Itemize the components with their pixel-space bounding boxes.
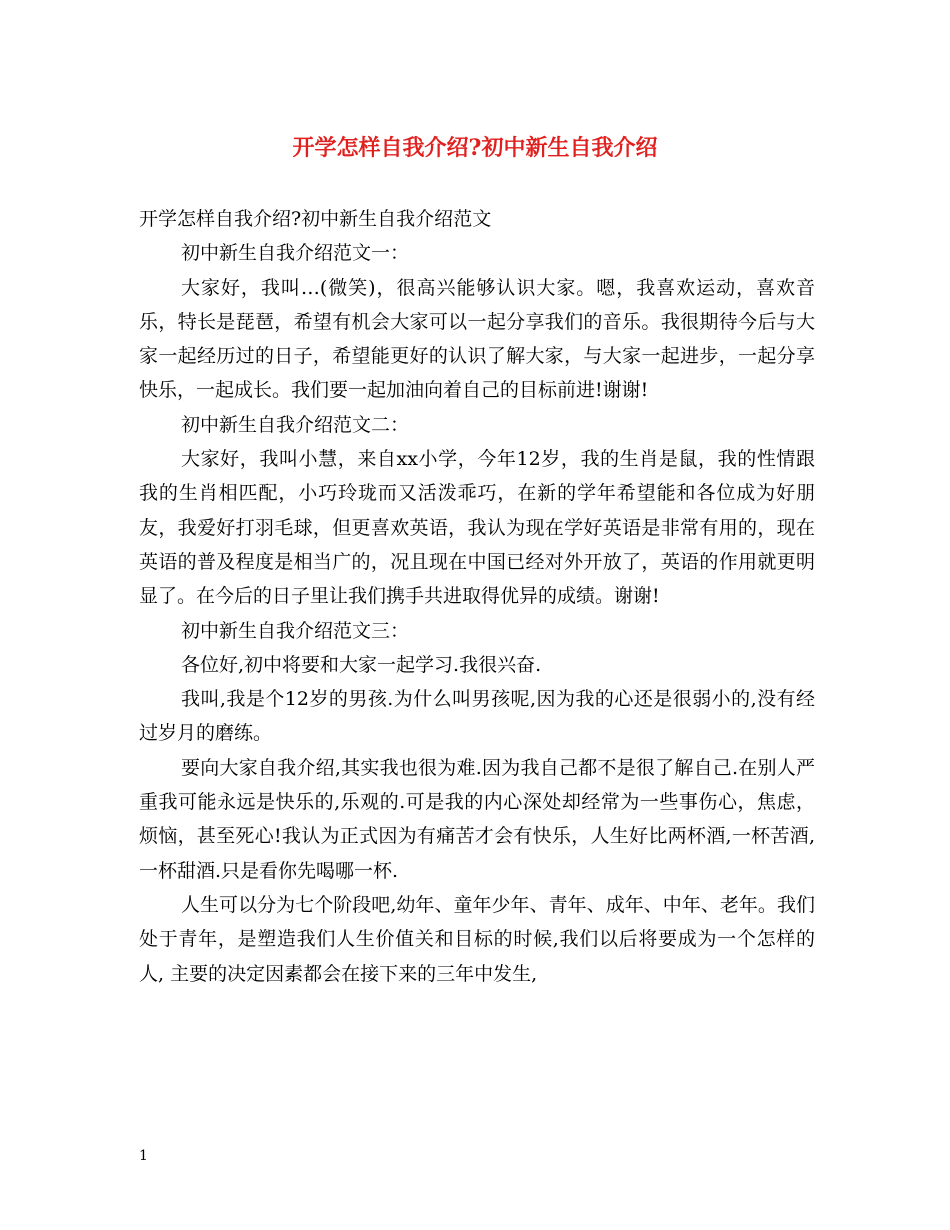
body-paragraph-3: 各位好,初中将要和大家一起学习.我很兴奋. <box>181 653 542 676</box>
section-heading-1: 初中新生自我介绍范文一： <box>181 242 410 265</box>
section-heading-2: 初中新生自我介绍范文二： <box>181 413 410 436</box>
body-paragraph-6: 人生可以分为七个阶段吧,幼年、童年少年、青年、成年、中年、老年。我们处于青年，是塑造我们人生价值关和目标的时候,我们以后将要成为一个怎样的人, 主要的决定因素都会在接下来的三年中发生, <box>139 893 815 985</box>
intro-line: 开学怎样自我介绍?初中新生自我介绍范文 <box>139 208 492 230</box>
page-number: 1 <box>139 1148 148 1164</box>
document-title: 开学怎样自我介绍?初中新生自我介绍 <box>292 135 658 161</box>
body-paragraph-2: 大家好，我叫小慧，来自xx小学，今年12岁，我的生肖是鼠，我的性情跟我的生肖相匹配，小巧玲珑而又活泼乖巧，在新的学年希望能和各位成为好朋友，我爱好打羽毛球，但更喜欢英语，我认为现在学好英语是非常有用的，现在英语的普及程度是相当广的，况且现在中国已经对外开放了，英语的作用就更明显了。在今后的日子里让我们携手共进取得优异的成绩。谢谢! <box>139 448 815 608</box>
document-body <box>139 202 815 991</box>
body-paragraph-5: 要向大家自我介绍,其实我也很为难.因为我自己都不是很了解自己.在别人严重我可能永远是快乐的,乐观的.可是我的内心深处却经常为一些事伤心，焦虑，烦恼，甚至死心!我认为正式因为有痛苦才会有快乐，人生好比两杯酒,一杯苦酒,一杯甜酒.只是看你先喝哪一杯. <box>139 756 815 882</box>
body-paragraph-1: 大家好，我叫…(微笑)，很高兴能够认识大家。嗯，我喜欢运动，喜欢音乐，特长是琵琶，希望有机会大家可以一起分享我们的音乐。我很期待今后与大家一起经历过的日子，希望能更好的认识了解大家，与大家一起进步，一起分享快乐，一起成长。我们要一起加油向着自己的目标前进!谢谢! <box>139 276 815 402</box>
section-heading-3: 初中新生自我介绍范文三： <box>181 619 410 642</box>
body-paragraph-4: 我叫,我是个12岁的男孩.为什么叫男孩呢,因为我的心还是很弱小的,没有经过岁月的磨练。 <box>139 688 815 745</box>
